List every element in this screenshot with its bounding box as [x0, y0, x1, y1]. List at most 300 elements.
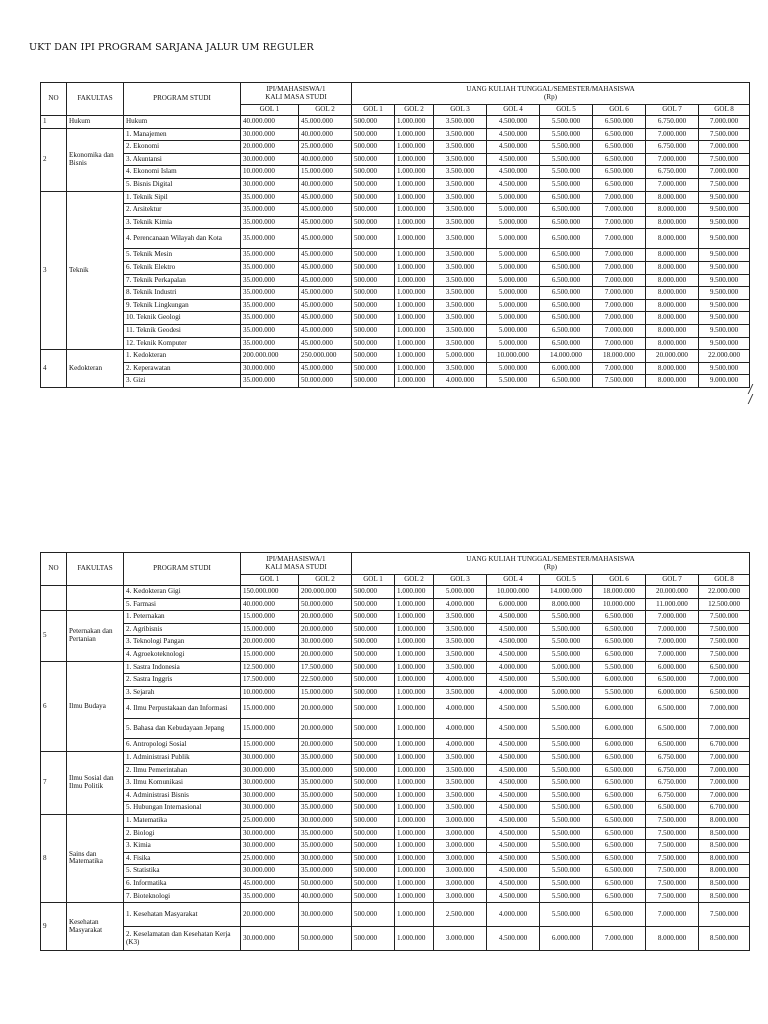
- ukt-value: 1.000.000: [395, 274, 434, 287]
- program-name: 3. Gizi: [124, 375, 241, 388]
- ipi-value: 40.000.000: [299, 890, 352, 903]
- ukt-value: 1.000.000: [395, 877, 434, 890]
- program-name: 7. Teknik Perkapalan: [124, 274, 241, 287]
- ukt-value: 9.500.000: [699, 229, 750, 249]
- ukt-value: 1.000.000: [395, 249, 434, 262]
- ukt-value: 5.500.000: [540, 777, 593, 790]
- ukt-value: 18.000.000: [593, 350, 646, 363]
- ukt-value: 3.500.000: [434, 648, 487, 661]
- ukt-value: 8.000.000: [646, 287, 699, 300]
- header-ukt-gol: GOL 5: [540, 105, 593, 116]
- ukt-value: 500.000: [352, 661, 395, 674]
- ukt-value: 7.000.000: [699, 719, 750, 739]
- program-name: 6. Antropologi Sosial: [124, 739, 241, 752]
- ukt-value: 6.500.000: [540, 249, 593, 262]
- header-ukt-gol: GOL 3: [434, 575, 487, 586]
- ukt-value: 7.000.000: [699, 751, 750, 764]
- table-row: [41, 178, 750, 191]
- ukt-value: 7.000.000: [699, 141, 750, 154]
- ukt-value: 8.000.000: [646, 299, 699, 312]
- ukt-value: 5.000.000: [487, 204, 540, 217]
- ukt-value: 1.000.000: [395, 865, 434, 878]
- ipi-value: 25.000.000: [241, 852, 299, 865]
- ipi-value: 45.000.000: [299, 299, 352, 312]
- table-row: [41, 927, 750, 951]
- table-row: [41, 827, 750, 840]
- ukt-value: 500.000: [352, 141, 395, 154]
- faculty-number: 2: [41, 128, 67, 191]
- program-name: 7. Bioteknologi: [124, 890, 241, 903]
- ukt-value: 1.000.000: [395, 611, 434, 624]
- ukt-value: 7.500.000: [593, 375, 646, 388]
- ukt-value: 5.000.000: [487, 324, 540, 337]
- ukt-value: 3.500.000: [434, 191, 487, 204]
- header-ipi-line2: KALI MASA STUDI: [265, 562, 327, 571]
- ukt-value: 7.000.000: [593, 249, 646, 262]
- faculty-name: Ilmu Sosial dan Ilmu Politik: [67, 751, 124, 814]
- ukt-value: 5.500.000: [540, 611, 593, 624]
- ukt-value: 500.000: [352, 927, 395, 951]
- table-row: [41, 287, 750, 300]
- header-ukt-gol: GOL 8: [699, 575, 750, 586]
- program-name: 3. Akuntansi: [124, 153, 241, 166]
- ukt-value: 1.000.000: [395, 719, 434, 739]
- ukt-value: 7.000.000: [699, 777, 750, 790]
- ukt-value: 9.500.000: [699, 337, 750, 350]
- table-row: [41, 739, 750, 752]
- ukt-value: 500.000: [352, 274, 395, 287]
- ipi-value: 35.000.000: [299, 789, 352, 802]
- faculty-name: Sains dan Matematika: [67, 814, 124, 902]
- program-name: 3. Teknik Kimia: [124, 216, 241, 229]
- ukt-value: 1.000.000: [395, 312, 434, 325]
- ukt-value: 8.000.000: [646, 312, 699, 325]
- ukt-value: 1.000.000: [395, 191, 434, 204]
- ukt-value: 1.000.000: [395, 229, 434, 249]
- ukt-value: 500.000: [352, 827, 395, 840]
- ukt-value: 500.000: [352, 128, 395, 141]
- header-ipi-gol: GOL 1: [241, 575, 299, 586]
- header-ukt: [352, 553, 750, 575]
- ukt-value: 7.000.000: [699, 674, 750, 687]
- ukt-value: 500.000: [352, 204, 395, 217]
- ukt-value: 3.000.000: [434, 814, 487, 827]
- ukt-value: 6.500.000: [540, 324, 593, 337]
- ukt-value: 8.000.000: [699, 814, 750, 827]
- program-name: 2. Keperawatan: [124, 362, 241, 375]
- ukt-value: 1.000.000: [395, 751, 434, 764]
- ukt-value: 3.500.000: [434, 312, 487, 325]
- ukt-value: 500.000: [352, 636, 395, 649]
- ukt-value: 1.000.000: [395, 299, 434, 312]
- header-ipi: [241, 83, 352, 105]
- ukt-value: 8.500.000: [699, 890, 750, 903]
- ukt-value: 3.000.000: [434, 852, 487, 865]
- table-row: [41, 890, 750, 903]
- ukt-value: 4.500.000: [487, 890, 540, 903]
- ukt-value: 7.000.000: [646, 611, 699, 624]
- ukt-value: 1.000.000: [395, 636, 434, 649]
- ukt-value: 5.500.000: [540, 141, 593, 154]
- ukt-value: 8.500.000: [699, 827, 750, 840]
- program-name: 1. Sastra Indonesia: [124, 661, 241, 674]
- ipi-value: 35.000.000: [241, 324, 299, 337]
- ipi-value: 25.000.000: [299, 141, 352, 154]
- ukt-value: 6.750.000: [646, 141, 699, 154]
- ukt-value: 3.000.000: [434, 865, 487, 878]
- ukt-value: 7.000.000: [593, 337, 646, 350]
- ukt-value: 5.500.000: [593, 686, 646, 699]
- ipi-value: 30.000.000: [299, 636, 352, 649]
- ukt-value: 3.500.000: [434, 249, 487, 262]
- ukt-value: 7.500.000: [699, 178, 750, 191]
- ukt-value: 7.000.000: [593, 216, 646, 229]
- ukt-value: 6.000.000: [593, 674, 646, 687]
- ukt-value: 6.500.000: [593, 777, 646, 790]
- ukt-value: 1.000.000: [395, 166, 434, 179]
- table-row: [41, 191, 750, 204]
- faculty-name: [67, 586, 124, 611]
- table-row: [41, 375, 750, 388]
- ipi-value: 45.000.000: [299, 216, 352, 229]
- table-row: [41, 299, 750, 312]
- ukt-value: 3.500.000: [434, 362, 487, 375]
- program-name: 5. Bisnis Digital: [124, 178, 241, 191]
- faculty-number: 3: [41, 191, 67, 350]
- ukt-value: 500.000: [352, 840, 395, 853]
- ukt-value: 6.000.000: [487, 598, 540, 611]
- program-name: 4. Agroekoteknologi: [124, 648, 241, 661]
- ipi-value: 50.000.000: [299, 375, 352, 388]
- ipi-value: 35.000.000: [241, 274, 299, 287]
- ukt-value: 7.000.000: [646, 128, 699, 141]
- table-row: [41, 751, 750, 764]
- ipi-value: 30.000.000: [241, 751, 299, 764]
- ukt-value: 6.500.000: [593, 116, 646, 129]
- ipi-value: 10.000.000: [241, 166, 299, 179]
- ukt-value: 7.000.000: [646, 153, 699, 166]
- ukt-value: 6.500.000: [540, 287, 593, 300]
- ukt-value: 7.000.000: [593, 927, 646, 951]
- ukt-value: 1.000.000: [395, 362, 434, 375]
- ukt-value: 7.000.000: [646, 903, 699, 927]
- ipi-value: 20.000.000: [299, 739, 352, 752]
- ipi-value: 35.000.000: [299, 840, 352, 853]
- ukt-value: 8.500.000: [699, 927, 750, 951]
- ipi-value: 30.000.000: [241, 362, 299, 375]
- faculty-number: 9: [41, 903, 67, 951]
- ukt-value: 7.500.000: [699, 648, 750, 661]
- faculty-name: Ilmu Budaya: [67, 661, 124, 751]
- ukt-value: 500.000: [352, 751, 395, 764]
- ipi-value: 10.000.000: [241, 686, 299, 699]
- ukt-value: 4.500.000: [487, 865, 540, 878]
- ukt-value: 1.000.000: [395, 840, 434, 853]
- ukt-value: 1.000.000: [395, 261, 434, 274]
- ukt-value: 5.000.000: [540, 686, 593, 699]
- ukt-value: 3.500.000: [434, 216, 487, 229]
- ukt-value: 5.000.000: [487, 274, 540, 287]
- ukt-value: 7.500.000: [646, 827, 699, 840]
- ukt-value: 7.000.000: [646, 636, 699, 649]
- faculty-number: 4: [41, 350, 67, 388]
- ipi-value: 45.000.000: [299, 324, 352, 337]
- header-ipi-gol: GOL 1: [241, 105, 299, 116]
- ukt-value: 11.000.000: [646, 598, 699, 611]
- ukt-value: 3.500.000: [434, 623, 487, 636]
- ukt-value: 8.000.000: [540, 598, 593, 611]
- ukt-value: 6.500.000: [540, 337, 593, 350]
- ukt-value: 8.000.000: [646, 204, 699, 217]
- faculty-number: 6: [41, 661, 67, 751]
- ukt-value: 3.500.000: [434, 261, 487, 274]
- ipi-value: 35.000.000: [241, 216, 299, 229]
- ukt-value: 7.500.000: [646, 814, 699, 827]
- ipi-value: 35.000.000: [299, 802, 352, 815]
- table-row: [41, 903, 750, 927]
- ukt-value: 500.000: [352, 324, 395, 337]
- ukt-value: 7.000.000: [699, 166, 750, 179]
- ipi-value: 20.000.000: [299, 611, 352, 624]
- ukt-value: 8.000.000: [646, 927, 699, 951]
- ukt-value: 1.000.000: [395, 598, 434, 611]
- faculty-number: 7: [41, 751, 67, 814]
- ukt-value: 4.500.000: [487, 751, 540, 764]
- table-row: [41, 350, 750, 363]
- ukt-value: 1.000.000: [395, 116, 434, 129]
- table-row: [41, 337, 750, 350]
- ukt-value: 1.000.000: [395, 375, 434, 388]
- ukt-value: 4.500.000: [487, 840, 540, 853]
- ukt-value: 9.500.000: [699, 299, 750, 312]
- ipi-value: 12.500.000: [241, 661, 299, 674]
- ukt-value: 3.500.000: [434, 178, 487, 191]
- ipi-value: 45.000.000: [299, 249, 352, 262]
- ukt-value: 500.000: [352, 249, 395, 262]
- ukt-value: 1.000.000: [395, 586, 434, 599]
- scan-mark: [748, 394, 758, 404]
- ukt-value: 5.500.000: [540, 802, 593, 815]
- ukt-value: 500.000: [352, 191, 395, 204]
- ukt-value: 6.500.000: [593, 636, 646, 649]
- ukt-value: 3.000.000: [434, 827, 487, 840]
- ukt-value: 6.000.000: [646, 661, 699, 674]
- ipi-value: 30.000.000: [241, 178, 299, 191]
- ukt-value: 5.500.000: [540, 865, 593, 878]
- ukt-value: 18.000.000: [593, 586, 646, 599]
- ukt-value: 6.500.000: [540, 229, 593, 249]
- ukt-value: 10.000.000: [593, 598, 646, 611]
- ukt-value: 6.500.000: [540, 299, 593, 312]
- ukt-value: 5.000.000: [487, 191, 540, 204]
- ukt-value: 5.000.000: [487, 249, 540, 262]
- faculty-number: 8: [41, 814, 67, 902]
- program-name: 5. Bahasa dan Kebudayaan Jepang: [124, 719, 241, 739]
- ukt-value: 3.500.000: [434, 751, 487, 764]
- table-row: [41, 877, 750, 890]
- ukt-value: 8.000.000: [646, 375, 699, 388]
- ukt-value: 5.500.000: [540, 623, 593, 636]
- ukt-value: 7.500.000: [646, 877, 699, 890]
- ukt-value: 6.000.000: [540, 362, 593, 375]
- program-name: 4. Ilmu Perpustakaan dan Informasi: [124, 699, 241, 719]
- ukt-value: 7.500.000: [646, 840, 699, 853]
- ukt-value: 4.000.000: [434, 739, 487, 752]
- ipi-value: 35.000.000: [241, 249, 299, 262]
- ukt-value: 1.000.000: [395, 204, 434, 217]
- ukt-value: 5.500.000: [540, 852, 593, 865]
- ipi-value: 30.000.000: [241, 128, 299, 141]
- ukt-value: 7.500.000: [699, 611, 750, 624]
- table-row: [41, 229, 750, 249]
- ukt-value: 1.000.000: [395, 852, 434, 865]
- ukt-value: 3.000.000: [434, 890, 487, 903]
- ukt-value: 5.000.000: [487, 229, 540, 249]
- ukt-value: 500.000: [352, 777, 395, 790]
- table-row: [41, 852, 750, 865]
- ukt-value: 4.000.000: [434, 598, 487, 611]
- ipi-value: 45.000.000: [299, 362, 352, 375]
- ukt-value: 8.000.000: [646, 216, 699, 229]
- ukt-value: 6.500.000: [593, 814, 646, 827]
- ipi-value: 40.000.000: [299, 153, 352, 166]
- ukt-value: 4.500.000: [487, 141, 540, 154]
- program-name: 10. Teknik Geologi: [124, 312, 241, 325]
- ipi-value: 35.000.000: [299, 777, 352, 790]
- ukt-value: 4.500.000: [487, 802, 540, 815]
- ukt-value: 4.500.000: [487, 178, 540, 191]
- header-no: NO: [41, 83, 67, 116]
- header-ukt-gol: GOL 8: [699, 105, 750, 116]
- ukt-value: 6.500.000: [593, 903, 646, 927]
- ukt-value: 3.500.000: [434, 802, 487, 815]
- ipi-value: 20.000.000: [241, 903, 299, 927]
- ukt-value: 4.500.000: [487, 116, 540, 129]
- ukt-value: 9.500.000: [699, 287, 750, 300]
- ipi-value: 30.000.000: [241, 927, 299, 951]
- table-row: [41, 261, 750, 274]
- ukt-value: 4.500.000: [487, 719, 540, 739]
- ukt-value: 5.000.000: [487, 216, 540, 229]
- ipi-value: 35.000.000: [241, 375, 299, 388]
- program-name: 2. Sastra Inggris: [124, 674, 241, 687]
- header-ukt-gol: GOL 5: [540, 575, 593, 586]
- ukt-value: 5.500.000: [540, 814, 593, 827]
- program-name: 1. Peternakan: [124, 611, 241, 624]
- ukt-value: 6.500.000: [593, 840, 646, 853]
- ukt-value: 1.000.000: [395, 648, 434, 661]
- ukt-value: 3.500.000: [434, 229, 487, 249]
- ukt-value: 1.000.000: [395, 789, 434, 802]
- ipi-value: 30.000.000: [241, 777, 299, 790]
- ukt-value: 6.000.000: [646, 686, 699, 699]
- table-row: [41, 764, 750, 777]
- ipi-value: 45.000.000: [299, 261, 352, 274]
- ukt-value: 500.000: [352, 337, 395, 350]
- ukt-value: 5.000.000: [487, 362, 540, 375]
- ukt-value: 4.500.000: [487, 777, 540, 790]
- ukt-value: 4.000.000: [487, 903, 540, 927]
- header-ukt-line2: (Rp): [544, 562, 558, 571]
- ukt-value: 5.500.000: [540, 827, 593, 840]
- table-row: [41, 840, 750, 853]
- ukt-value: 5.500.000: [540, 840, 593, 853]
- program-name: 1. Kesehatan Masyarakat: [124, 903, 241, 927]
- ukt-value: 4.000.000: [434, 375, 487, 388]
- document-title: UKT DAN IPI PROGRAM SARJANA JALUR UM REGULER: [29, 42, 314, 53]
- ukt-value: 4.000.000: [487, 661, 540, 674]
- ukt-value: 4.500.000: [487, 611, 540, 624]
- header-ipi-gol: GOL 2: [299, 105, 352, 116]
- faculty-name: Teknik: [67, 191, 124, 350]
- ukt-value: 3.500.000: [434, 128, 487, 141]
- ipi-value: 15.000.000: [241, 699, 299, 719]
- ukt-value: 500.000: [352, 312, 395, 325]
- ukt-value: 4.000.000: [434, 699, 487, 719]
- ukt-value: 500.000: [352, 764, 395, 777]
- ukt-value: 4.500.000: [487, 927, 540, 951]
- program-name: 1. Kedokteran: [124, 350, 241, 363]
- ukt-value: 7.000.000: [646, 178, 699, 191]
- ukt-value: 7.000.000: [593, 324, 646, 337]
- ukt-value: 6.500.000: [540, 375, 593, 388]
- header-ipi-line1: IPI/MAHASISWA/1: [266, 85, 326, 94]
- ukt-value: 1.000.000: [395, 661, 434, 674]
- program-name: 1. Manajemen: [124, 128, 241, 141]
- program-name: 3. Teknologi Pangan: [124, 636, 241, 649]
- ukt-value: 500.000: [352, 739, 395, 752]
- ukt-value: 5.500.000: [540, 719, 593, 739]
- program-name: 4. Kedokteran Gigi: [124, 586, 241, 599]
- ukt-value: 500.000: [352, 375, 395, 388]
- ukt-value: 6.750.000: [646, 116, 699, 129]
- table-row: [41, 274, 750, 287]
- ukt-value: 1.000.000: [395, 216, 434, 229]
- ukt-value: 4.500.000: [487, 852, 540, 865]
- ukt-value: 7.500.000: [699, 153, 750, 166]
- ipi-value: 15.000.000: [241, 739, 299, 752]
- table-row: [41, 116, 750, 129]
- program-name: 1. Matematika: [124, 814, 241, 827]
- ukt-value: 3.500.000: [434, 204, 487, 217]
- ukt-value: 6.500.000: [593, 802, 646, 815]
- ukt-value: 5.000.000: [434, 350, 487, 363]
- ukt-value: 500.000: [352, 611, 395, 624]
- ipi-value: 35.000.000: [299, 764, 352, 777]
- ukt-value: 8.000.000: [699, 852, 750, 865]
- ukt-value: 6.500.000: [593, 166, 646, 179]
- ukt-value: 9.500.000: [699, 312, 750, 325]
- ukt-value: 500.000: [352, 648, 395, 661]
- ukt-value: 6.500.000: [593, 789, 646, 802]
- header-ukt-gol: GOL 4: [487, 575, 540, 586]
- ukt-value: 5.500.000: [540, 153, 593, 166]
- ukt-value: 1.000.000: [395, 814, 434, 827]
- program-name: 2. Agribisnis: [124, 623, 241, 636]
- program-name: 6. Teknik Elektro: [124, 261, 241, 274]
- ukt-value: 5.000.000: [434, 586, 487, 599]
- header-ukt-gol: GOL 7: [646, 105, 699, 116]
- ukt-value: 9.500.000: [699, 204, 750, 217]
- header-ukt: [352, 83, 750, 105]
- ukt-value: 8.000.000: [699, 865, 750, 878]
- ukt-value: 1.000.000: [395, 903, 434, 927]
- ukt-value: 500.000: [352, 903, 395, 927]
- ukt-value: 1.000.000: [395, 927, 434, 951]
- ukt-value: 3.500.000: [434, 636, 487, 649]
- ukt-value: 4.000.000: [487, 686, 540, 699]
- ukt-value: 500.000: [352, 586, 395, 599]
